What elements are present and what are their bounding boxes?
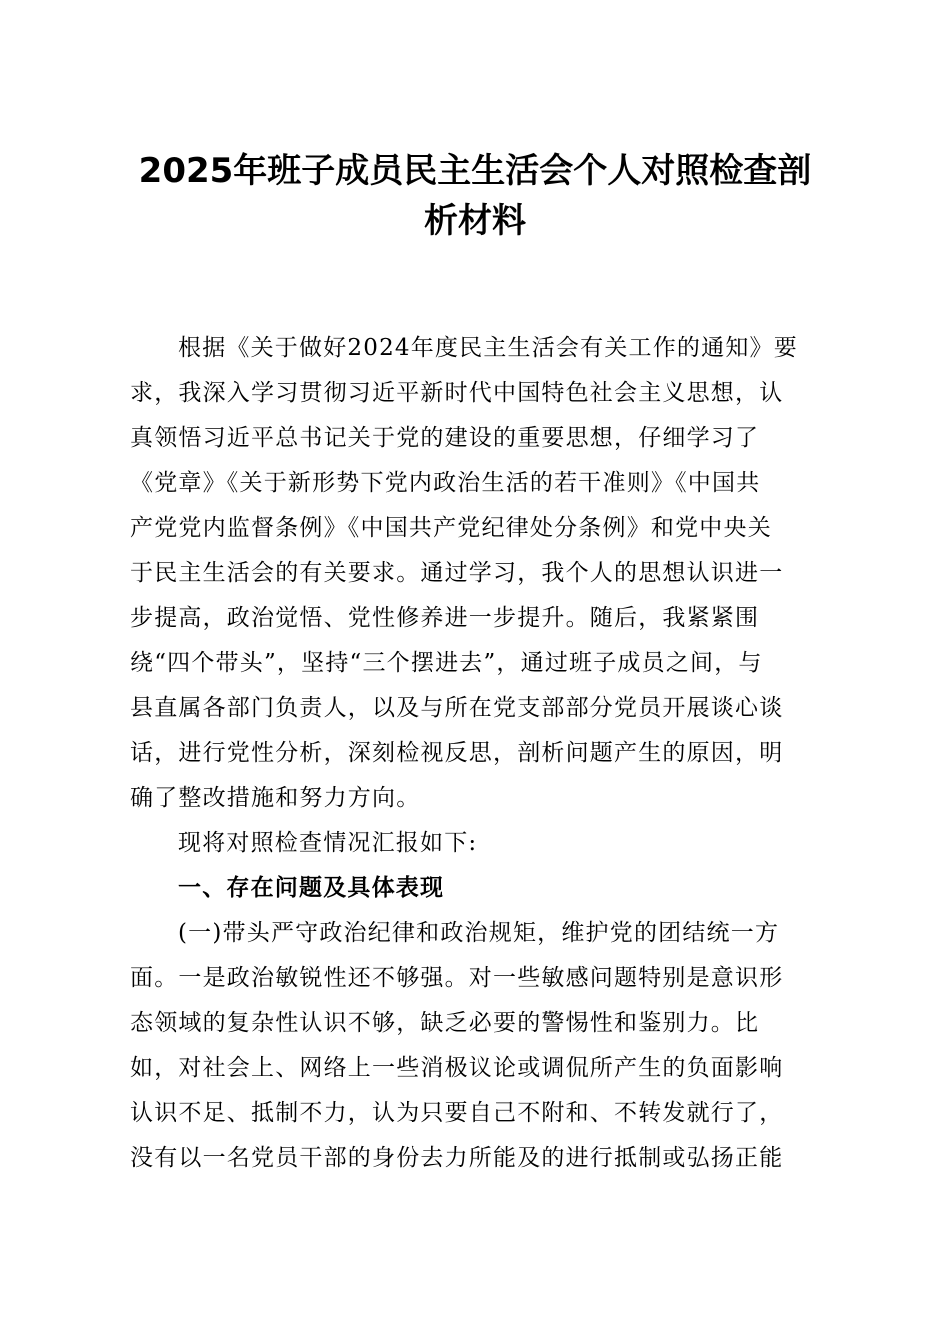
text-line: 如，对社会上、网络上一些消极议论或调侃所产生的负面影响 — [130, 1055, 784, 1081]
text-line: 确了整改措施和努力方向。 — [130, 785, 421, 811]
title-line: 2025年班子成员民主生活会个人对照检查剖 — [138, 151, 812, 191]
text-line: 态领域的复杂性认识不够，缺乏必要的警惕性和鉴别力。比 — [130, 1010, 760, 1036]
title-line: 析材料 — [424, 201, 526, 241]
text-line: 求，我深入学习贯彻习近平新时代中国特色社会主义思想，认 — [130, 380, 784, 406]
text-line: 根据《关于做好2024年度民主生活会有关工作的通知》要 — [178, 335, 798, 361]
text-line: 县直属各部门负责人，以及与所在党支部部分党员开展谈心谈 — [130, 695, 784, 721]
text-line: 没有以一名党员干部的身份去力所能及的进行抵制或弘扬正能 — [130, 1145, 784, 1171]
section-heading: 一、存在问题及具体表现 — [178, 875, 445, 901]
report-intro-paragraph — [130, 821, 830, 866]
text-line: 真领悟习近平总书记关于党的建设的重要思想，仔细学习了 — [130, 425, 760, 451]
text-line: 产党党内监督条例》《中国共产党纪律处分条例》和党中央关 — [130, 515, 772, 541]
text-line: 步提高，政治觉悟、党性修养进一步提升。随后，我紧紧围 — [130, 605, 760, 631]
text-line: 绕“四个带头”，坚持“三个摆进去”，通过班子成员之间，与 — [130, 650, 763, 676]
section-paragraph — [130, 911, 830, 1181]
text-line: 认识不足、抵制不力，认为只要自己不附和、不转发就行了， — [130, 1100, 784, 1126]
text-line: 话，进行党性分析，深刻检视反思，剖析问题产生的原因，明 — [130, 740, 784, 766]
text-line: 现将对照检查情况汇报如下: — [178, 830, 478, 856]
text-line: 于民主生活会的有关要求。通过学习，我个人的思想认识进一 — [130, 560, 784, 586]
intro-paragraph — [130, 326, 830, 821]
text-line: 面。一是政治敏锐性还不够强。对一些敏感问题特别是意识形 — [130, 965, 784, 991]
document-body — [130, 326, 830, 1181]
text-line: (一)带头严守政治纪律和政治规矩，维护党的团结统一方 — [178, 920, 780, 946]
document-title — [110, 146, 840, 246]
text-line: 《党章》《关于新形势下党内政治生活的若干准则》《中国共 — [130, 470, 761, 496]
